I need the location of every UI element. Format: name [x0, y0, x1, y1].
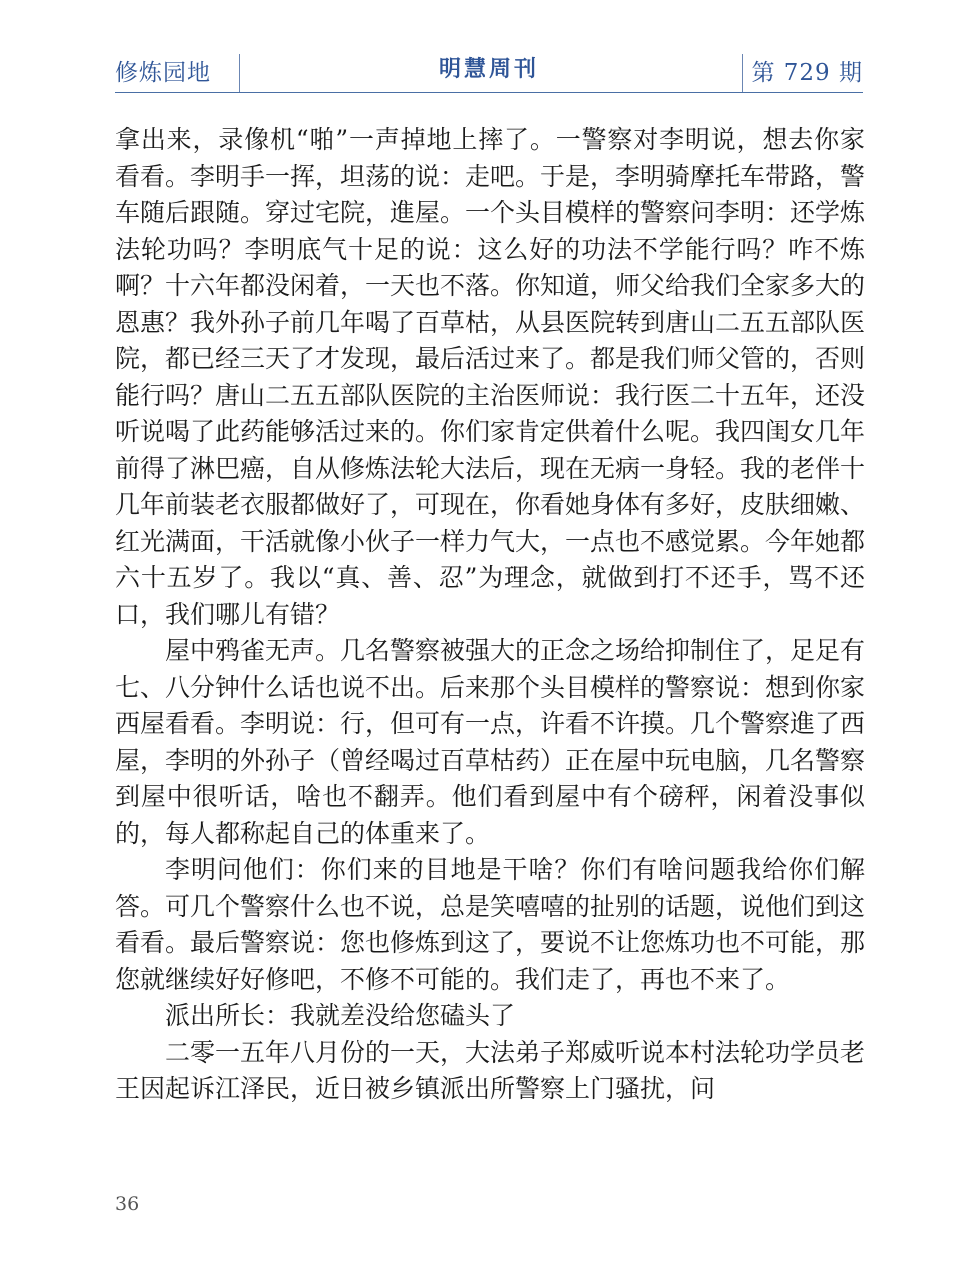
- publication-title: 明慧周刊: [438, 56, 539, 82]
- section-title: 修炼园地: [115, 60, 211, 86]
- page-header: [115, 50, 863, 93]
- paragraph: 二零一五年八月份的一天，大法弟子郑威听说本村法轮功学员老王因起诉江泽民，近日被乡镇派出所警察上门骚扰，问: [115, 1037, 866, 1103]
- header-divider-right: [742, 54, 743, 92]
- subheading: 派出所长：我就差没给您磕头了: [165, 1001, 516, 1030]
- page-number: 36: [115, 1193, 140, 1215]
- article-body: [115, 122, 865, 1108]
- paragraph: 屋中鸦雀无声。几名警察被强大的正念之场给抑制住了，足足有七、八分钟什么话也说不出。后来那个头目模样的警察说：想到你家西屋看看。李明说：行，但可有一点，许看不许摸。几个警察進了西屋，李明的外孙子（曾经喝过百草枯药）正在屋中玩电脑，几名警察到屋中很听话，啥也不翻弄。他们看到屋中有个磅秤，闲着没事似的，每人都称起自己的体重来了。: [115, 636, 866, 848]
- issue-number: 第 729 期: [751, 60, 863, 86]
- paragraph-continued: 拿出来，录像机“啪”一声掉地上摔了。一警察对李明说，想去你家看看。李明手一挥，坦荡的说：走吧。于是，李明骑摩托车带路，警车随后跟随。穿过宅院，進屋。一个头目模样的警察问李明：还学炼法轮功吗？李明底气十足的说：这么好的功法不学能行吗？咋不炼啊？十六年都没闲着，一天也不落。你知道，师父给我们全家多大的恩惠？我外孙子前几年喝了百草枯，从县医院转到唐山二五五部队医院，都已经三天了才发现，最后活过来了。都是我们师父管的，否则能行吗？唐山二五五部队医院的主治医师说：我行医二十五年，还没听说喝了此药能够活过来的。你们家肯定供着什么呢。我四闺女几年前得了淋巴癌，自从修炼法轮大法后，现在无病一身轻。我的老伴十几年前装老衣服都做好了，可现在，你看她身体有多好，皮肤细嫩、红光满面，干活就像小伙子一样力气大，一点也不感觉累。今年她都六十五岁了。我以“真、善、忍”为理念，就做到打不还手，骂不还口，我们哪儿有错？: [115, 125, 866, 629]
- paragraph: 李明问他们：你们来的目地是干啥？你们有啥问题我给你们解答。可几个警察什么也不说，总是笑嘻嘻的扯别的话题，说他们到这看看。最后警察说：您也修炼到这了，要说不让您炼功也不可能，那您就继续好好修吧，不修不可能的。我们走了，再也不来了。: [115, 855, 866, 994]
